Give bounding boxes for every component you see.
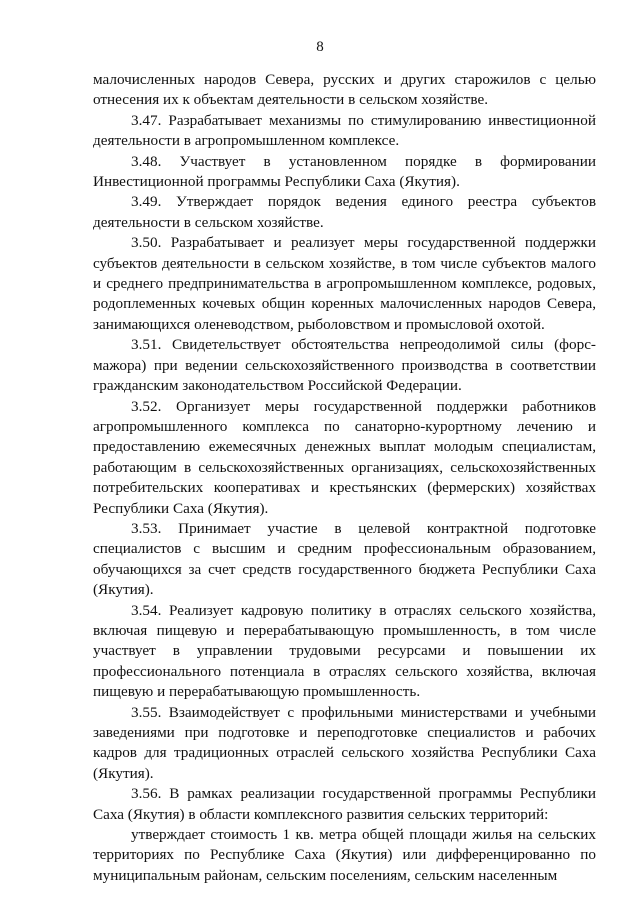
paragraph: 3.50. Разрабатывает и реализует меры государственной поддержки субъектов деятельности в сельском хозяйстве, в том числе субъектов малого и среднего предпринимательства в агропромышленном комплексе, родовых, родоплеменных кочевых общин коренных малочисленных народов Севера, занимающихся оленеводством, рыболовством и промысловой охотой. [93,234,596,333]
paragraph: 3.54. Реализует кадровую политику в отраслях сельского хозяйства, включая пищевую и перерабатывающую промышленность, в том числе участвует в управлении трудовыми ресурсами и повышении их профессионального потенциала в отраслях сельского хозяйства, включая пищевую и перерабатывающую промышленность. [93,601,596,701]
paragraph: 3.51. Свидетельствует обстоятельства непреодолимой силы (форс-мажора) при ведении сельскохозяйственного производства в соответствии гражданским законодательством Российской Федерации. [93,336,596,395]
paragraph: 3.49. Утверждает порядок ведения единого реестра субъектов деятельности в сельском хозяйстве. [93,193,596,231]
paragraph: малочисленных народов Севера, русских и других старожилов с целью отнесения их к объектам деятельности в сельском хозяйстве. [93,71,596,109]
paragraph: 3.47. Разрабатывает механизмы по стимулированию инвестиционной деятельности в агропромышленном комплексе. [93,111,596,150]
paragraph: 3.52. Организует меры государственной поддержки работников агропромышленного комплекса по санаторно-курортному лечению и предоставлению ежемесячных денежных выплат молодым специалистам, работающим в сельскохозяйственных организациях, сельскохозяйственных потребительских кооперативах и крестьянских (фермерских) хозяйствах Республики Саха (Якутия). [93,397,596,517]
page-number: 8 [316,39,324,55]
document-body [93,70,596,886]
paragraph: утверждает стоимость 1 кв. метра общей площади жилья на сельских территориях по Республике Саха (Якутия) или дифференцированно по муниципальным районам, сельским поселениям, сельским населенным [93,826,596,884]
paragraph: 3.53. Принимает участие в целевой контрактной подготовке специалистов с высшим и средним профессиональным образованием, обучающихся за счет средств государственного бюджета Республики Саха (Якутия). [93,519,596,599]
paragraph: 3.48. Участвует в установленном порядке в формировании Инвестиционной программы Республики Саха (Якутия). [93,152,596,191]
paragraph: 3.55. Взаимодействует с профильными министерствами и учебными заведениями при подготовке и переподготовке специалистов и рабочих кадров для традиционных отраслей сельского хозяйства Республики Саха (Якутия). [93,703,596,782]
paragraph: 3.56. В рамках реализации государственной программы Республики Саха (Якутия) в области комплексного развития сельских территорий: [93,785,596,823]
